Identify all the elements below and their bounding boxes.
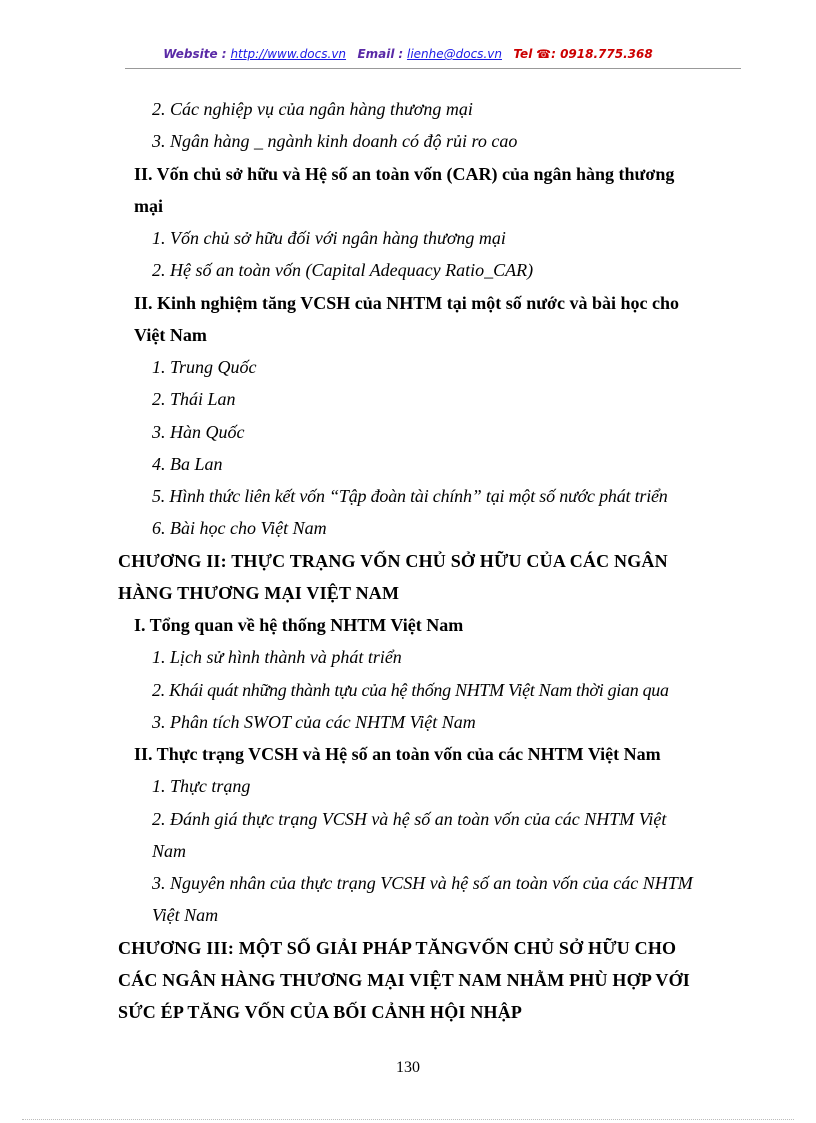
tel-label: Tel — [513, 47, 533, 61]
toc-section: II. Kinh nghiệm tăng VCSH của NHTM tại một số nước và bài học cho — [134, 293, 679, 313]
page-header — [0, 47, 816, 61]
header-divider — [125, 68, 741, 69]
email-link[interactable]: lienhe@docs.vn — [406, 47, 502, 61]
toc-entry: 1. Vốn chủ sở hữu đối với ngân hàng thương mại — [152, 228, 506, 248]
website-link[interactable]: http://www.docs.vn — [230, 47, 347, 61]
footer-divider — [22, 1119, 794, 1120]
toc-entry-cont: Nam — [152, 841, 187, 861]
toc-chapter-cont: CÁC NGÂN HÀNG THƯƠNG MẠI VIỆT NAM NHẰM PHÙ HỢP VỚI — [118, 970, 691, 990]
toc-entry: 2. Thái Lan — [152, 389, 236, 409]
email-label: Email — [357, 47, 395, 61]
phone-number: : 0918.775.368 — [551, 47, 653, 61]
toc-chapter-cont: HÀNG THƯƠNG MẠI VIỆT NAM — [118, 583, 400, 603]
toc-entry: 6. Bài học cho Việt Nam — [152, 518, 327, 538]
toc-entry: 5. Hình thức liên kết vốn “Tập đoàn tài chính” tại một số nước phát triển — [152, 486, 668, 506]
toc-entry: 1. Thực trạng — [152, 776, 251, 796]
page-number: 130 — [396, 1059, 420, 1076]
toc-chapter: CHƯƠNG II: THỰC TRẠNG VỐN CHỦ SỞ HỮU CỦA CÁC NGÂN — [118, 551, 668, 571]
toc-entry: 1. Lịch sử hình thành và phát triển — [152, 647, 402, 667]
toc-entry-cont: Việt Nam — [152, 905, 219, 925]
toc-chapter-cont: SỨC ÉP TĂNG VỐN CỦA BỐI CẢNH HỘI NHẬP — [118, 1002, 523, 1022]
toc-entry: 2. Các nghiệp vụ của ngân hàng thương mại — [152, 99, 473, 119]
toc-entry: 1. Trung Quốc — [152, 357, 257, 377]
website-label: Website : — [163, 47, 227, 61]
toc-entry: 3. Hàn Quốc — [152, 422, 245, 442]
toc-entry: 4. Ba Lan — [152, 454, 223, 474]
email-separator: : — [398, 47, 404, 61]
toc-section-cont: Việt Nam — [134, 325, 207, 345]
toc-entry: 2. Đánh giá thực trạng VCSH và hệ số an toàn vốn của các NHTM Việt — [152, 809, 667, 829]
toc-entry: 3. Nguyên nhân của thực trạng VCSH và hệ số an toàn vốn của các NHTM — [152, 873, 693, 893]
toc-entry: 2. Khái quát những thành tựu của hệ thống NHTM Việt Nam thời gian qua — [152, 680, 669, 700]
toc-section: I. Tổng quan về hệ thống NHTM Việt Nam — [134, 615, 464, 635]
toc-section-cont: mại — [134, 196, 163, 216]
toc-entry: 2. Hệ số an toàn vốn (Capital Adequacy Ratio_CAR) — [152, 260, 534, 280]
toc-section: II. Vốn chủ sở hữu và Hệ số an toàn vốn (CAR) của ngân hàng thương — [134, 164, 675, 184]
toc-chapter: CHƯƠNG III: MỘT SỐ GIẢI PHÁP TĂNGVỐN CHỦ SỞ HỮU CHO — [118, 938, 677, 958]
toc-entry: 3. Phân tích SWOT của các NHTM Việt Nam — [152, 712, 476, 732]
toc-section: II. Thực trạng VCSH và Hệ số an toàn vốn của các NHTM Việt Nam — [134, 744, 661, 764]
toc-entry: 3. Ngân hàng _ ngành kinh doanh có độ rủi ro cao — [152, 131, 518, 151]
phone-icon: ☎ — [536, 47, 552, 61]
